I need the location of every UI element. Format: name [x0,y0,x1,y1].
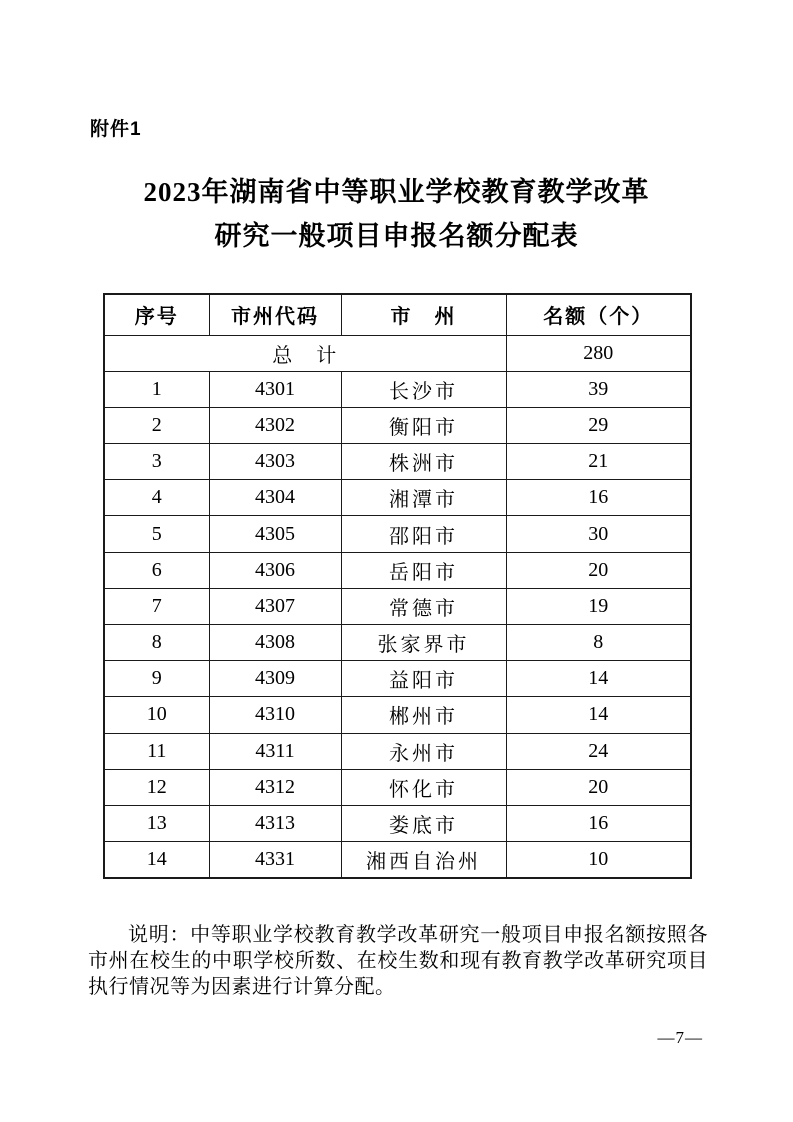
city-code-cell: 4304 [209,480,341,516]
row-index-cell: 9 [104,661,209,697]
table-row [104,407,691,443]
row-index-cell: 3 [104,444,209,480]
quota-table [103,293,692,879]
city-code-cell: 4311 [209,733,341,769]
city-name-cell: 张家界市 [341,625,506,661]
city-name-cell: 永州市 [341,733,506,769]
row-index-cell: 10 [104,697,209,733]
row-index-cell: 6 [104,552,209,588]
total-value-cell: 280 [506,335,691,371]
header-cell-quota: 名额（个） [506,294,691,335]
table-row [104,516,691,552]
city-name-cell: 郴州市 [341,697,506,733]
row-index-cell: 4 [104,480,209,516]
row-index-cell: 14 [104,842,209,878]
row-index-cell: 1 [104,371,209,407]
table-row [104,480,691,516]
table-row [104,588,691,624]
header-row [104,294,691,335]
total-row [104,335,691,371]
table-row [104,733,691,769]
row-index-cell: 7 [104,588,209,624]
city-name-cell: 衡阳市 [341,407,506,443]
row-index-cell: 13 [104,805,209,841]
city-code-cell: 4308 [209,625,341,661]
city-code-cell: 4331 [209,842,341,878]
page-number: —7— [657,1028,703,1047]
city-code-cell: 4301 [209,371,341,407]
row-index-cell: 2 [104,407,209,443]
city-name-cell: 怀化市 [341,769,506,805]
table-row [104,444,691,480]
city-name-cell: 长沙市 [341,371,506,407]
table-row [104,697,691,733]
quota-cell: 14 [506,697,691,733]
city-name-cell: 株洲市 [341,444,506,480]
quota-cell: 19 [506,588,691,624]
explanatory-note: 说明：中等职业学校教育教学改革研究一般项目申报名额按照各市州在校生的中职学校所数、在校生数和现有教育教学改革研究项目执行情况等为因素进行计算分配。 [88,924,708,998]
city-code-cell: 4309 [209,661,341,697]
row-index-cell: 5 [104,516,209,552]
header-cell-code: 市州代码 [209,294,341,335]
quota-cell: 20 [506,552,691,588]
quota-cell: 16 [506,805,691,841]
city-name-cell: 湘潭市 [341,480,506,516]
city-code-cell: 4312 [209,769,341,805]
city-name-cell: 湘西自治州 [341,842,506,878]
quota-cell: 21 [506,444,691,480]
row-index-cell: 12 [104,769,209,805]
table-row [104,625,691,661]
row-index-cell: 8 [104,625,209,661]
city-name-cell: 岳阳市 [341,552,506,588]
total-label-cell: 总 计 [104,335,506,371]
table-row [104,769,691,805]
document-title-line2: 研究一般项目申报名额分配表 [214,221,579,251]
city-code-cell: 4303 [209,444,341,480]
city-code-cell: 4302 [209,407,341,443]
attachment-label: 附件1 [90,119,142,140]
quota-cell: 24 [506,733,691,769]
city-name-cell: 娄底市 [341,805,506,841]
quota-cell: 39 [506,371,691,407]
quota-cell: 10 [506,842,691,878]
city-code-cell: 4307 [209,588,341,624]
header-cell-city: 市 州 [341,294,506,335]
quota-cell: 29 [506,407,691,443]
row-index-cell: 11 [104,733,209,769]
quota-table-header [104,294,691,335]
document-title [0,170,793,258]
quota-cell: 14 [506,661,691,697]
header-cell-no: 序号 [104,294,209,335]
city-name-cell: 邵阳市 [341,516,506,552]
quota-cell: 8 [506,625,691,661]
city-name-cell: 益阳市 [341,661,506,697]
city-code-cell: 4306 [209,552,341,588]
city-code-cell: 4313 [209,805,341,841]
city-code-cell: 4305 [209,516,341,552]
table-row [104,552,691,588]
quota-cell: 20 [506,769,691,805]
table-row [104,805,691,841]
table-row [104,661,691,697]
city-code-cell: 4310 [209,697,341,733]
table-row [104,371,691,407]
document-title-line1: 2023年湖南省中等职业学校教育教学改革 [143,177,650,207]
quota-table-body [104,335,691,878]
table-row [104,842,691,878]
quota-cell: 30 [506,516,691,552]
city-name-cell: 常德市 [341,588,506,624]
quota-cell: 16 [506,480,691,516]
